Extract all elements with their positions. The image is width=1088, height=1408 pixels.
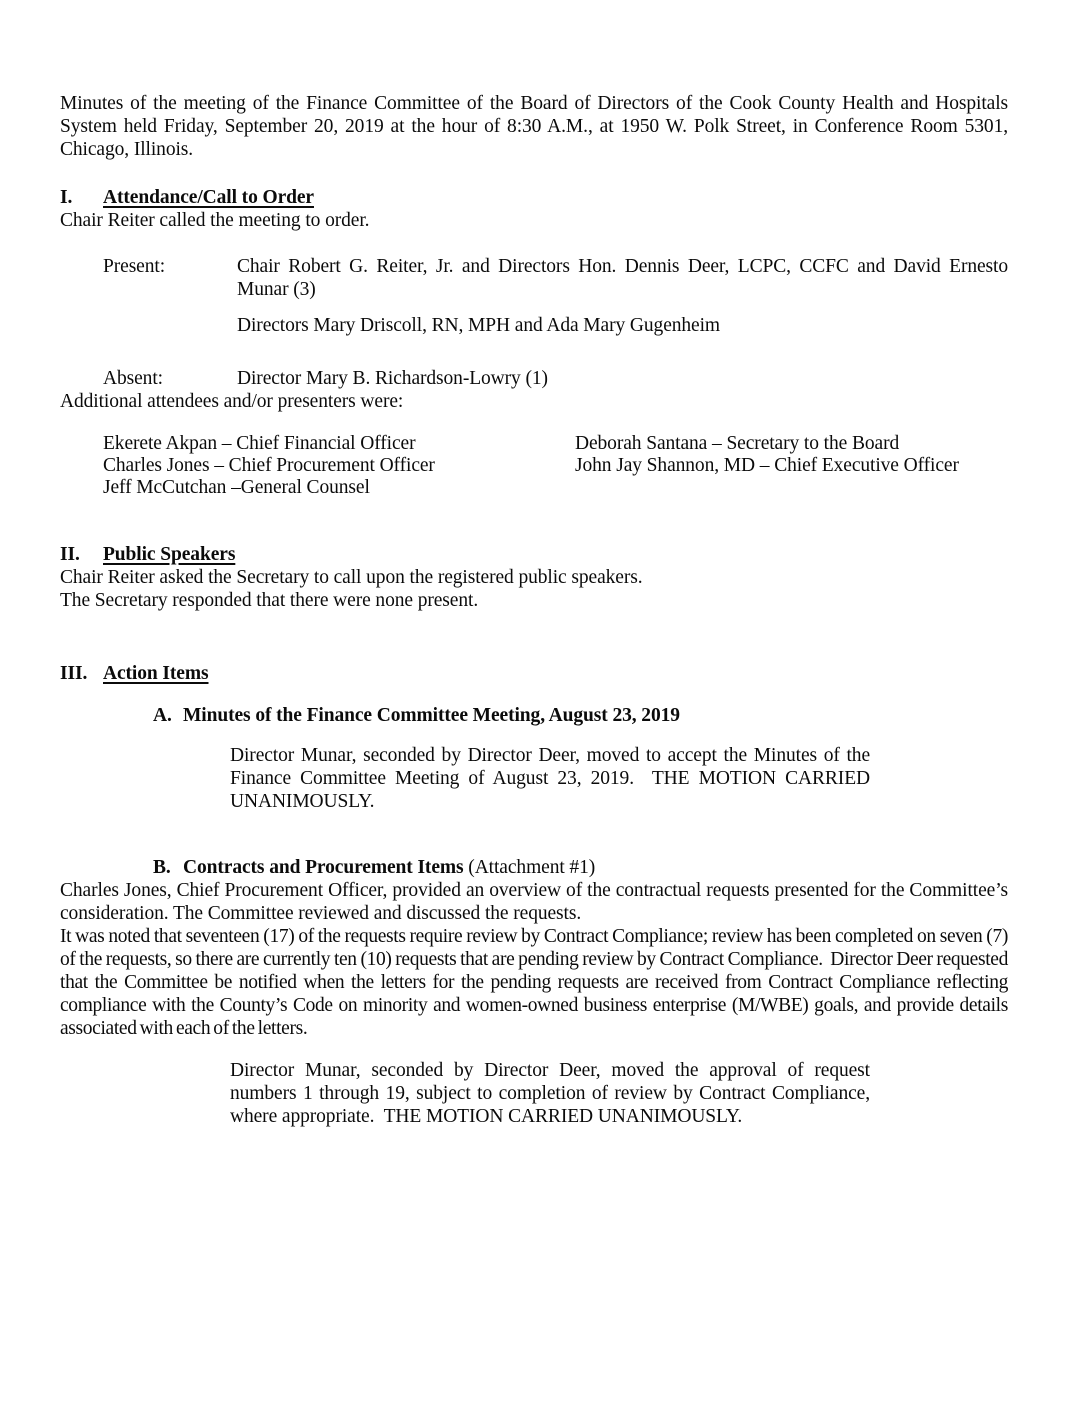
action-item-b-motion: Director Munar, seconded by Director Deer, moved the approval of request numbers 1 through 19, subject to completion of review by Contract Compliance, where appropriate. THE MOTION CARRIED UNANIMOUSLY.	[230, 1060, 870, 1127]
action-item-a-motion: Director Munar, seconded by Director Deer, moved to accept the Minutes of the Finance Committee Meeting of August 23, 2019. THE MOTION CARRIED UNANIMOUSLY.	[230, 745, 870, 812]
action-item-a-title: Minutes of the Finance Committee Meeting, August 23, 2019	[183, 705, 680, 726]
action-item-b-attachment: (Attachment #1)	[468, 857, 596, 878]
section-heading-action-items	[60, 662, 1008, 685]
section-title-action-items: Action Items	[103, 663, 209, 684]
attendee-name-left: Jeff McCutchan –General Counsel	[103, 477, 370, 498]
action-item-b-title: Contracts and Procurement Items	[183, 857, 464, 878]
section-title-public-speakers: Public Speakers	[103, 544, 236, 565]
attendee-name-right: Deborah Santana – Secretary to the Board	[575, 433, 900, 454]
attendee-name-right: John Jay Shannon, MD – Chief Executive Officer	[575, 455, 959, 476]
intro-paragraph: Minutes of the meeting of the Finance Committee of the Board of Directors of the Cook County Health and Hospitals System held Friday, September 20, 2019 at the hour of 8:30 A.M., at 1950 W. Polk Street, in Conference Room 5301, Chicago, Illinois.	[60, 93, 1008, 160]
attendee-row	[103, 433, 1008, 455]
call-to-order-paragraph: Chair Reiter called the meeting to order.	[60, 210, 370, 231]
present-row	[103, 255, 1008, 301]
action-item-b-letter: B.	[153, 857, 171, 878]
public-speakers-paragraph-1: Chair Reiter asked the Secretary to call upon the registered public speakers.	[60, 567, 643, 588]
contract-compliance-paragraph: It was noted that seventeen (17) of the requests require review by Contract Compliance; review has been completed on seven (7) of the requests, so there are currently ten (10) requests that are pending review by Contract Compliance. Director Deer requested that the Committee be notified when the letters for the pending requests are received from Contract Compliance reflecting compliance with the County’s Code on minority and women-owned business enterprise (M/WBE) goals, and provide details associated with each of the letters.	[60, 926, 1008, 1039]
present-directors-secondary: Directors Mary Driscoll, RN, MPH and Ada Mary Gugenheim	[237, 315, 721, 336]
section-heading-public-speakers	[60, 543, 1008, 566]
attendee-name-right	[575, 477, 1008, 499]
attendee-name-left: Charles Jones – Chief Procurement Officer	[103, 455, 435, 476]
absent-label: Absent:	[103, 368, 163, 389]
present-row-continued	[103, 314, 1008, 337]
absent-director: Director Mary B. Richardson-Lowry (1)	[237, 368, 548, 389]
section-numeral-i: I.	[60, 187, 73, 208]
attendee-name-left: Ekerete Akpan – Chief Financial Officer	[103, 433, 416, 454]
attendee-row	[103, 477, 1008, 499]
attendees-list	[60, 433, 1008, 499]
section-title-attendance: Attendance/Call to Order	[103, 187, 314, 208]
procurement-overview-paragraph: Charles Jones, Chief Procurement Officer, provided an overview of the contractual requests presented for the Committee’s consideration. The Committee reviewed and discussed the requests.	[60, 880, 1008, 924]
action-item-a-heading	[153, 704, 1008, 727]
absent-row	[103, 367, 1008, 390]
present-label-spacer	[103, 314, 237, 337]
action-item-a-letter: A.	[153, 705, 172, 726]
attendee-row	[103, 455, 1008, 477]
section-heading-attendance	[60, 186, 1008, 209]
action-item-b-heading	[153, 856, 1008, 879]
section-numeral-iii: III.	[60, 663, 88, 684]
present-directors-primary: Chair Robert G. Reiter, Jr. and Directors Hon. Dennis Deer, LCPC, CCFC and David Ernesto Munar (3)	[237, 256, 1008, 300]
section-numeral-ii: II.	[60, 544, 80, 565]
public-speakers-paragraph-2: The Secretary responded that there were none present.	[60, 590, 479, 611]
present-label: Present:	[103, 256, 166, 277]
action-item-b-title-wrap	[183, 856, 1008, 879]
additional-attendees-intro: Additional attendees and/or presenters were:	[60, 391, 404, 412]
